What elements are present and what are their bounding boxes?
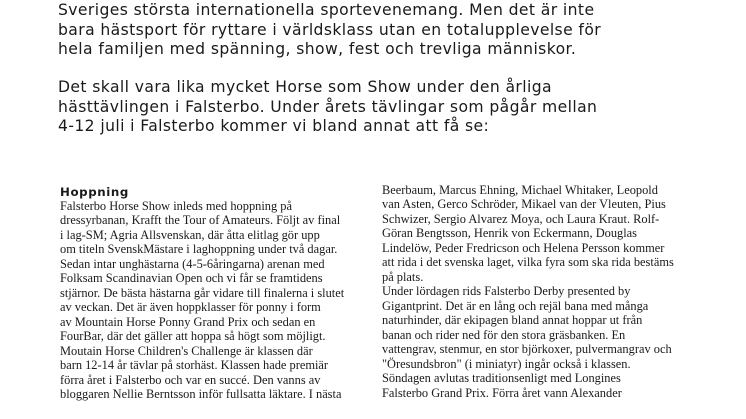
section-heading-hoppning: Hoppning (60, 184, 129, 199)
intro-paragraph-1: Sveriges största internationella sportevenemang. Men det är inte bara hästsport för ryttare i världsklass utan en totalupplevelse för hela familjen med spänning, show, fest och trevliga människor. (58, 1, 602, 58)
left-column-body: Falsterbo Horse Show inleds med hoppning på dressyrbanan, Krafft the Tour of Amateurs. Följt av final i lag-SM; Agria Allsvenskan, där åtta elitlag gör upp om titeln SvenskMästare i laghoppning under två dagar. Sedan intar unghästarna (4-5-6åringarna) arenan med Folksam Scandinavian Open och vi får se framtidens stjärnor. De bästa hästarna går vidare till finalerna i slutet av veckan. Det är även hoppklasser för ponny i form av Mountain Horse Ponny Grand Prix och sedan en FourBar, där det gäller att hoppa så högt som möjligt. Moutain Horse Children's Challenge är klassen där barn 12-14 år tävlar på storhäst. Klassen hade premiär förra året i Falsterbo och var en succé. Den vanns av bloggaren Nellie Berntsson inför fullsatta läktare. I nästa (60, 198, 345, 401)
intro-paragraph-2: Det skall vara lika mycket Horse som Show under den årliga hästtävlingen i Falsterbo. Under årets tävlingar som pågår mellan 4-12 juli i Falsterbo kommer vi bland annat att få se: (58, 78, 598, 135)
right-column (382, 168, 732, 400)
right-column-body: Beerbaum, Marcus Ehning, Michael Whitaker, Leopold van Asten, Gerco Schröder, Mikael van der Vleuten, Pius Schwizer, Sergio Alvarez Moya, och Laura Kraut. Rolf- Göran Bengtsson, Henrik von Eckermann, Douglas Lindelöw, Peder Fredricson och Helena Persson kommer att rida i det svenska laget, vilka fyra som ska rida bestäms på plats. Under lördagen rids Falsterbo Derby presented by Gigantprint. Det är en lång och rejäl bana med många naturhinder, där ekipagen bland annat hoppar ut från banan och rider ned för den stora gräsbanken. En vattengrav, stenmur, en stor björkoxer, pulvermangrav och "Öresundsbron" (i miniatyr) ingår också i klassen. Söndagen avlutas traditionsenligt med Longines Falsterbo Grand Prix. Förra året vann Alexander (382, 182, 674, 400)
left-column (60, 170, 360, 402)
